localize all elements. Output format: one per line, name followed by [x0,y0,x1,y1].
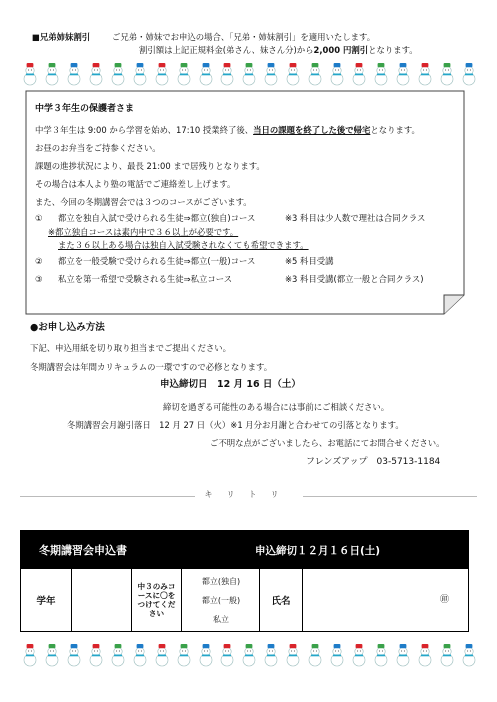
name-label: 氏名 [260,569,303,631]
snowman-icon [461,643,477,667]
form-deadline: 申込締切１２月１６日(土) [255,544,381,557]
course3-number: ③ [35,274,43,284]
snowman-icon [44,643,60,667]
note-line3: 課題の進捗状況により、最長 21:00 まで居残りとなります。 [35,161,265,171]
snowman-icon [285,643,301,667]
snowman-border-top [22,62,477,86]
snowman-border-bottom [22,643,477,667]
course1-note: ※3 科目は少人数で理社は合同クラス [285,213,426,223]
course1-number: ① [35,213,43,223]
snowman-icon [351,62,367,86]
apply-deadline: 申込締切日 12 月 16 日（土） [160,379,301,390]
snowman-icon [110,62,126,86]
snowman-icon [66,643,82,667]
snowman-icon [439,643,455,667]
course-option-toritsu-dokuji[interactable]: 都立(独自) [201,576,241,586]
snowman-icon [373,643,389,667]
apply-line1: 下記、申込用紙を切り取り担当までご提出ください。 [30,343,231,353]
seal-mark: ㊞ [440,595,450,605]
snowman-icon [461,62,477,86]
snowman-icon [439,62,455,86]
sibling-discount-line2: 割引額は上記正規料金(弟さん、妹さん分)から2,000 円割引となります。 [139,45,418,55]
snowman-icon [307,62,323,86]
snowman-icon [132,643,148,667]
snowman-icon [395,62,411,86]
form-header [21,531,468,569]
snowman-icon [110,643,126,667]
course2-number: ② [35,256,43,266]
snowman-icon [329,62,345,86]
snowman-icon [22,62,38,86]
snowman-icon [88,643,104,667]
apply-line3: 締切を過ぎる可能性のある場合には事前にご相談ください。 [163,402,390,412]
note-line1: 中学３年生は 9:00 から学習を始め、17:10 授業終了後、当日の課題を終了した後で帰宅となります。 [35,125,420,135]
snowman-icon [154,62,170,86]
snowman-icon [198,62,214,86]
snowman-icon [373,62,389,86]
note-line4: その場合は本人より塾の電話でご連絡差し上げます。 [35,179,236,189]
note-line2: お昼のお弁当をご持参ください。 [35,143,161,153]
form-title: 冬期講習会申込書 [39,544,127,557]
apply-line2: 冬期講習会は年間カリキュラムの一環ですので必修となります。 [30,362,273,372]
snowman-icon [351,643,367,667]
snowman-icon [176,643,192,667]
sibling-discount-line1: ご兄弟・姉妹でお申込の場合、「兄弟・姉妹割引」を適用いたします。 [112,32,376,42]
sibling-discount-label: ■兄弟姉妹割引 [32,32,91,42]
snowman-icon [417,62,433,86]
snowman-icon [219,643,235,667]
application-form [20,530,469,632]
snowman-icon [154,643,170,667]
snowman-icon [263,643,279,667]
grade-label: 学年 [21,569,72,631]
snowman-icon [417,643,433,667]
snowman-icon [241,62,257,86]
snowman-icon [132,62,148,86]
note-title: 中学３年生の保護者さま [35,104,135,114]
course2-text: 都立を一般受験で受けられる生徒⇒都立(一般)コース [58,256,256,266]
grade-input[interactable] [72,569,132,631]
snowman-icon [307,643,323,667]
course1-sub1: ※都立独自コースは素内申で３６以上が必要です。 [48,227,239,237]
course-option-shiritsu[interactable]: 私立 [213,614,229,624]
course3-text: 私立を第一希望で受験される生徒⇒私立コース [58,274,233,284]
course2-note: ※5 科目受講 [285,256,334,266]
course1-text: 都立を独自入試で受けられる生徒⇒都立(独自)コース [58,213,256,223]
apply-line4: 冬期講習会月謝引落日 12 月 27 日（火）※1 月分お月謝と合わせての引落となります。 [67,420,404,430]
note-line5: また、今回の冬期講習会では３つのコースがございます。 [35,197,252,207]
snowman-icon [22,643,38,667]
course3-note: ※3 科目受講(都立一般と合同クラス) [285,274,424,284]
snowman-icon [88,62,104,86]
apply-heading: ●お申し込み方法 [30,322,105,333]
course-options [183,569,260,631]
contact-phone: フレンズアップ 03-5713-1184 [306,457,441,467]
snowman-icon [66,62,82,86]
cut-label: キリトリ [0,489,497,500]
snowman-icon [241,643,257,667]
course-option-toritsu-ippan[interactable]: 都立(一般) [201,595,241,605]
snowman-icon [176,62,192,86]
snowman-icon [44,62,60,86]
snowman-icon [329,643,345,667]
snowman-icon [285,62,301,86]
snowman-icon [219,62,235,86]
course1-sub2: また３６以上ある場合は独自入試受験されなくても希望できます。 [58,240,309,250]
snowman-icon [198,643,214,667]
course-instruction: 中３のみコースに〇をつけてください [132,569,182,631]
apply-line5: ご不明な点がございましたら、お電話にてお問合せください。 [210,438,445,448]
snowman-icon [263,62,279,86]
snowman-icon [395,643,411,667]
